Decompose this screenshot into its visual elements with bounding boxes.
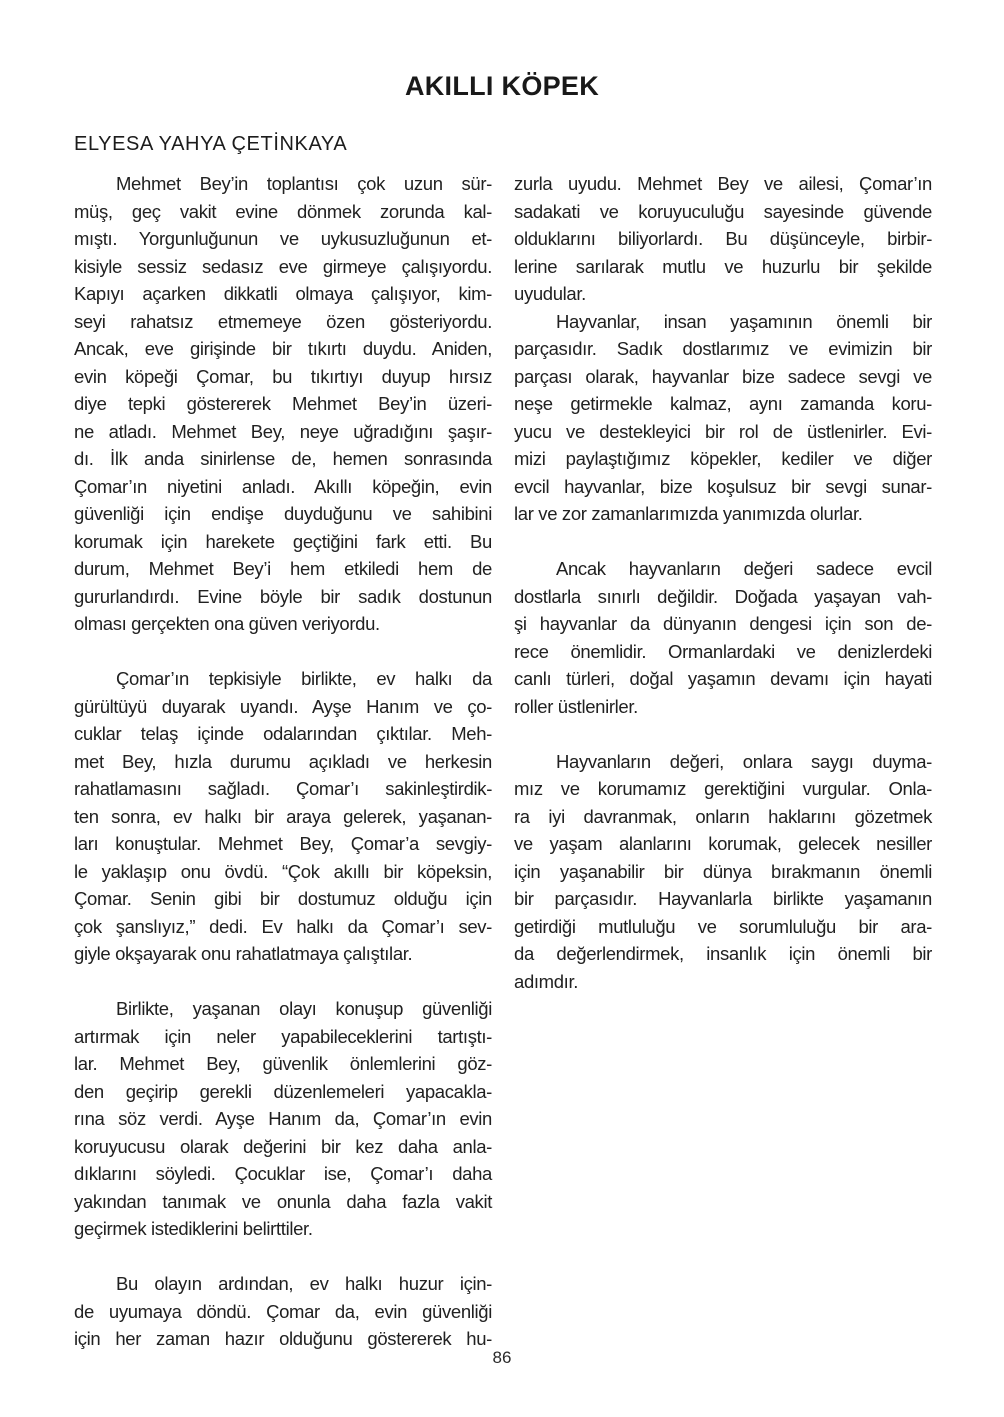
text-line: güvenliği için endişe duyduğunu ve sahibini	[74, 503, 492, 524]
paragraph	[74, 995, 492, 1243]
paragraph	[74, 170, 492, 638]
text-line: ne atladı. Mehmet Bey, neye uğradığını şaşır-	[74, 420, 492, 442]
text-line: sadakati ve koruyuculuğu sayesinde güvende	[514, 200, 932, 222]
paragraph	[514, 170, 932, 308]
text-line: lar. Mehmet Bey, güvenlik önlemlerini göz-	[74, 1053, 492, 1074]
text-line: şi hayvanlar da dünyanın dengesi için son de-	[514, 613, 932, 634]
text-line: cuklar telaş içinde odalarından çıktılar. Meh-	[74, 723, 492, 744]
text-line: seyi rahatsız etmemeye özen gösteriyordu.	[74, 310, 492, 332]
text-line: gururlandırdı. Evine böyle bir sadık dostunun	[74, 585, 492, 607]
text-line: canlı türleri, doğal yaşamın devamı için hayati	[514, 668, 932, 689]
text-line: evcil hayvanlar, bize koşulsuz bir sevgi sunar-	[514, 475, 932, 497]
page-number: 86	[492, 1348, 512, 1367]
text-line: gürültüyü duyarak uyandı. Ayşe Hanım ve ço-	[74, 695, 492, 717]
text-line: getirdiği mutluluğu ve sorumluluğu bir ara-	[514, 915, 932, 937]
paragraph	[74, 665, 492, 968]
text-line: de uyumaya döndü. Çomar da, evin güvenliği	[74, 1300, 492, 1322]
text-line: rece önemlidir. Ormanlardaki ve denizlerdeki	[514, 640, 932, 662]
text-line: adımdır.	[514, 970, 579, 992]
text-line: kisiyle sessiz sedasız eve girmeye çalışıyordu.	[74, 255, 492, 277]
text-line: için her zaman hazır olduğunu göstererek hu-	[74, 1328, 492, 1349]
text-line: Çomar’ın niyetini anladı. Akıllı köpeğin, evin	[74, 475, 492, 497]
text-line: parçasıdır. Sadık dostlarımız ve evimizin bir	[514, 338, 932, 359]
text-line: ten sonra, ev halkı bir araya gelerek, yaşanan-	[74, 805, 492, 827]
text-line: çok şanslıyız,” dedi. Ev halkı da Çomar’ı sev-	[74, 915, 492, 937]
text-line: Kapıyı açarken dikkatli olmaya çalışıyor, kim-	[74, 283, 492, 304]
text-line: için yaşanabilir bir dünya bırakmanın önemli	[514, 860, 932, 882]
text-line: zurla uyudu. Mehmet Bey ve ailesi, Çomar’ın	[514, 173, 932, 194]
page-title: AKILLI KÖPEK	[404, 71, 600, 101]
text-line: mız ve korumamız gerektiğini vurgular. Onla-	[514, 778, 932, 799]
text-line: durum, Mehmet Bey’i hem etkiledi hem de	[74, 558, 492, 579]
text-line: diye tepki göstererek Mehmet Bey’in üzeri-	[74, 393, 492, 414]
text-line: dostlarla sınırlı değildir. Doğada yaşayan vah-	[514, 585, 932, 607]
paragraph	[514, 555, 932, 720]
text-line: parçası olarak, hayvanlar bize sadece sevgi ve	[514, 365, 932, 387]
text-line: Çomar. Senin gibi bir dostumuz olduğu için	[74, 888, 492, 909]
author-name: ELYESA YAHYA ÇETİNKAYA	[74, 133, 348, 155]
text-line: dı. İlk anda sinirlense de, hemen sonrasında	[74, 448, 492, 469]
text-line: le yaklaşıp onu övdü. “Çok akıllı bir köpeksin,	[74, 860, 492, 882]
text-line: giyle okşayarak onu rahatlatmaya çalıştılar.	[74, 943, 413, 964]
left-column	[74, 170, 492, 1353]
text-line: roller üstlenirler.	[514, 695, 638, 717]
text-line: Ancak, eve girişinde bir tıkırtı duydu. Aniden,	[74, 338, 492, 359]
text-line: uyudular.	[514, 283, 586, 304]
text-line: Birlikte, yaşanan olayı konuşup güvenliği	[116, 998, 492, 1019]
text-line: mıştı. Yorgunluğunun ve uykusuzluğunun et-	[74, 228, 492, 249]
text-line: ra iyi davranmak, onların haklarını gözetmek	[514, 805, 932, 827]
text-line: olduklarını biliyorlardı. Bu düşünceyle, birbir-	[514, 228, 932, 249]
text-line: dıklarını söyledi. Çocuklar ise, Çomar’ı daha	[74, 1163, 492, 1184]
text-line: met Bey, hızla durumu açıkladı ve herkesin	[74, 750, 492, 772]
text-line: Hayvanlar, insan yaşamının önemli bir	[556, 310, 932, 332]
text-line: Hayvanların değeri, onlara saygı duyma-	[556, 750, 932, 772]
text-line: lerine sarılarak mutlu ve huzurlu bir şekilde	[514, 255, 932, 277]
paragraph	[514, 308, 932, 528]
text-line: ları konuştular. Mehmet Bey, Çomar’a sevgiy-	[74, 833, 492, 854]
text-line: korumak için harekete geçtiğini fark etti. Bu	[74, 530, 492, 552]
text-line: müş, geç vakit evine dönmek zorunda kal-	[74, 200, 492, 222]
text-columns	[74, 170, 932, 1353]
text-line: Ancak hayvanların değeri sadece evcil	[556, 558, 932, 579]
text-line: artırmak için neler yapabileceklerini tartıştı-	[74, 1025, 492, 1047]
text-line: evin köpeği Çomar, bu tıkırtıyı duyup hırsız	[74, 365, 492, 387]
text-line: lar ve zor zamanlarımızda yanımızda olurlar.	[514, 503, 863, 524]
text-line: Mehmet Bey’in toplantısı çok uzun sür-	[116, 173, 492, 194]
right-column	[514, 170, 932, 1353]
text-line: koruyucusu olarak değerini bir kez daha anla-	[74, 1135, 492, 1157]
text-line: olması gerçekten ona güven veriyordu.	[74, 613, 380, 634]
text-line: yakından tanımak ve onunla daha fazla vakit	[74, 1190, 492, 1212]
text-line: da değerlendirmek, insanlık için önemli bir	[514, 943, 932, 964]
paragraph	[74, 1270, 492, 1353]
paragraph	[514, 748, 932, 996]
text-line: rahatlamasını sağladı. Çomar’ı sakinleştirdik-	[74, 778, 492, 799]
text-line: Çomar’ın tepkisiyle birlikte, ev halkı da	[116, 668, 492, 689]
text-line: neşe getirmekle kalmaz, aynı zamanda koru-	[514, 393, 932, 414]
text-line: Bu olayın ardından, ev halkı huzur için-	[116, 1273, 492, 1294]
text-line: den geçirip gerekli düzenlemeleri yapacakla-	[74, 1080, 492, 1102]
text-line: bir parçasıdır. Hayvanlarla birlikte yaşamanın	[514, 888, 932, 909]
text-line: ve yaşam alanlarını korumak, gelecek nesiller	[514, 833, 932, 854]
text-line: geçirmek istediklerini belirttiler.	[74, 1218, 313, 1239]
text-line: yucu ve destekleyici bir rol de üstlenirler. Evi-	[514, 420, 932, 442]
text-line: rına söz verdi. Ayşe Hanım da, Çomar’ın evin	[74, 1108, 492, 1129]
text-line: mizi paylaştığımız köpekler, kediler ve diğer	[514, 448, 932, 469]
